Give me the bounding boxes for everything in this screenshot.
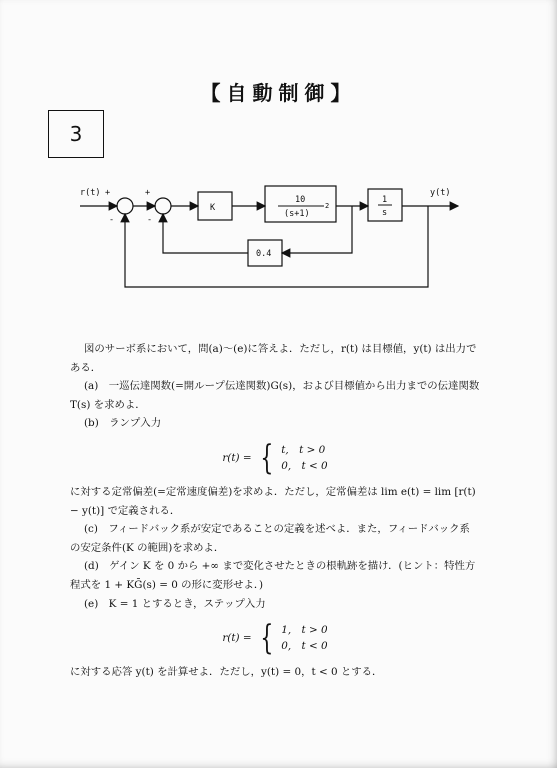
inner-plus-sign: + [145,188,151,198]
eq2-case2: 0, t < 0 [281,640,328,653]
step-input-equation [70,615,480,661]
page-title: 【自動制御】 [200,81,357,105]
block-diagram [0,170,557,300]
gain-k-label: K [210,203,216,213]
integrator-numerator: 1 [382,195,388,205]
eq2-brace: { [259,618,273,659]
outer-minus-sign: - [109,215,115,225]
intro-text: 図のサーボ系において，問(a)〜(e)に答えよ．ただし，r(t) は目標値，y(t) は出力である． [70,343,477,374]
question-b-continued: に対する定常偏差(=定常速度偏差)を求めよ．ただし，定常偏差は lim e(t) = lim [r(t) − y(t)] で定義される． [70,485,476,517]
input-label: r(t) [80,188,101,198]
outer-plus-sign: + [105,188,111,198]
feedback-gain-label: 0.4 [256,249,272,259]
eq2-case1: 1, t > 0 [281,624,328,637]
question-e: (e) K = 1 とするとき，ステップ入力 [84,597,266,610]
problem-text [70,340,480,682]
integrator-denominator: s [382,208,388,218]
eq1-case2: 0, t < 0 [281,459,328,472]
question-a: (a) 一巡伝達関数(=開ループ伝達関数)G(s)，および目標値から出力までの伝達関数 T(s) を求めよ． [70,380,480,411]
question-e-continued: に対する応答 y(t) を計算せよ．ただし，y(t) = 0，t < 0 とする． [70,666,383,679]
question-d: (d) ゲイン K を 0 から +∞ まで変化させたときの根軌跡を描け．(ヒント：特性方程式を 1 + KḠ(s) = 0 の形に変形せよ．) [70,560,476,591]
eq1-lhs: r(t) = [222,451,252,464]
eq1-case1: t, t > 0 [281,443,326,456]
eq1-brace: { [259,437,273,478]
inner-minus-sign: - [147,215,153,225]
eq2-lhs: r(t) = [222,631,252,644]
problem-number-box: 3 [48,110,104,158]
output-label: y(t) [430,188,451,198]
inner-summing-junction [155,198,171,214]
plant-denominator: (s+1) [284,209,310,219]
plant-denominator-exponent: 2 [325,202,330,210]
plant-numerator: 10 [295,195,306,205]
question-c: (c) フィードバック系が安定であることの定義を述べよ．また，フィードバック系の安定条件(K の範囲)を求めよ． [70,523,470,554]
ramp-input-equation [70,435,480,481]
question-b: (b) ランプ入力 [84,417,162,430]
outer-summing-junction [117,198,133,214]
